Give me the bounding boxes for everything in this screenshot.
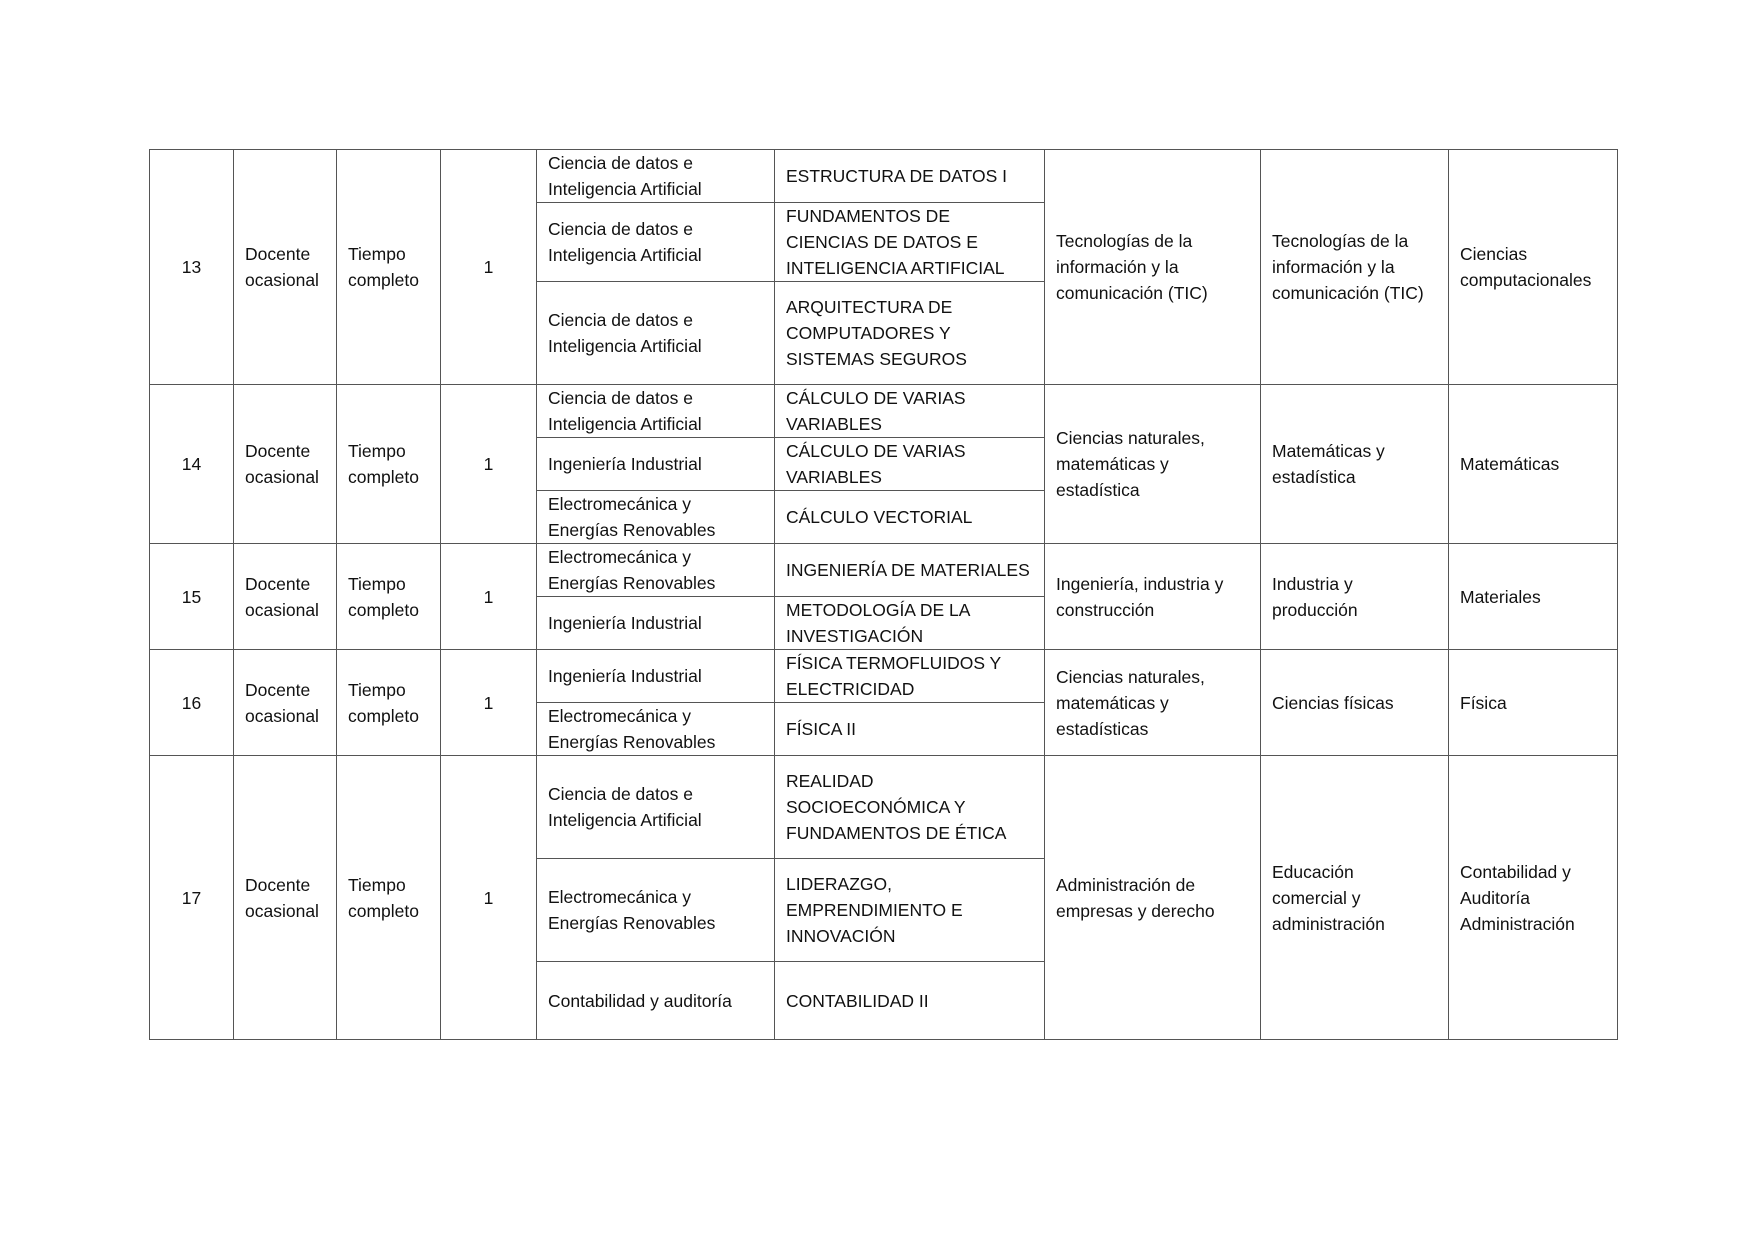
subject-name: CÁLCULO DE VARIAS VARIABLES — [775, 385, 1045, 438]
specific-field: Tecnologías de la información y la comunicación (TIC) — [1261, 150, 1449, 385]
table-row — [150, 150, 1618, 203]
positions-table — [149, 149, 1618, 1040]
broad-field: Ciencias naturales, matemáticas y estadísticas — [1045, 650, 1261, 756]
program-name: Ciencia de datos e Inteligencia Artificial — [537, 203, 775, 282]
program-name: Ingeniería Industrial — [537, 597, 775, 650]
program-name: Ciencia de datos e Inteligencia Artificial — [537, 282, 775, 385]
position-type: Docente ocasional — [234, 756, 337, 1040]
position-number: 14 — [150, 385, 234, 544]
position-quantity: 1 — [441, 385, 537, 544]
program-name: Electromecánica y Energías Renovables — [537, 859, 775, 962]
specific-field: Educación comercial y administración — [1261, 756, 1449, 1040]
program-name: Ciencia de datos e Inteligencia Artificial — [537, 150, 775, 203]
subject-name: CONTABILIDAD II — [775, 962, 1045, 1040]
position-type: Docente ocasional — [234, 544, 337, 650]
broad-field: Administración de empresas y derecho — [1045, 756, 1261, 1040]
broad-field: Ciencias naturales, matemáticas y estadística — [1045, 385, 1261, 544]
detailed-field: Ciencias computacionales — [1449, 150, 1618, 385]
position-quantity: 1 — [441, 756, 537, 1040]
program-name: Ciencia de datos e Inteligencia Artificial — [537, 756, 775, 859]
program-name: Electromecánica y Energías Renovables — [537, 703, 775, 756]
program-name: Ingeniería Industrial — [537, 438, 775, 491]
position-type: Docente ocasional — [234, 385, 337, 544]
program-name: Ingeniería Industrial — [537, 650, 775, 703]
subject-name: LIDERAZGO, EMPRENDIMIENTO E INNOVACIÓN — [775, 859, 1045, 962]
subject-name: ARQUITECTURA DE COMPUTADORES Y SISTEMAS SEGUROS — [775, 282, 1045, 385]
subject-name: FUNDAMENTOS DE CIENCIAS DE DATOS E INTELIGENCIA ARTIFICIAL — [775, 203, 1045, 282]
program-name: Contabilidad y auditoría — [537, 962, 775, 1040]
table-row — [150, 650, 1618, 703]
subject-name: METODOLOGÍA DE LA INVESTIGACIÓN — [775, 597, 1045, 650]
position-number: 16 — [150, 650, 234, 756]
position-type: Docente ocasional — [234, 650, 337, 756]
position-quantity: 1 — [441, 544, 537, 650]
subject-name: CÁLCULO DE VARIAS VARIABLES — [775, 438, 1045, 491]
subject-name: REALIDAD SOCIOECONÓMICA Y FUNDAMENTOS DE ÉTICA — [775, 756, 1045, 859]
specific-field: Matemáticas y estadística — [1261, 385, 1449, 544]
position-dedication: Tiempo completo — [337, 650, 441, 756]
detailed-field: Matemáticas — [1449, 385, 1618, 544]
position-quantity: 1 — [441, 150, 537, 385]
position-dedication: Tiempo completo — [337, 544, 441, 650]
subject-name: FÍSICA II — [775, 703, 1045, 756]
table-row — [150, 385, 1618, 438]
table-row — [150, 544, 1618, 597]
position-quantity: 1 — [441, 650, 537, 756]
position-dedication: Tiempo completo — [337, 150, 441, 385]
broad-field: Ingeniería, industria y construcción — [1045, 544, 1261, 650]
table-body — [150, 150, 1618, 1040]
specific-field: Ciencias físicas — [1261, 650, 1449, 756]
subject-name: FÍSICA TERMOFLUIDOS Y ELECTRICIDAD — [775, 650, 1045, 703]
program-name: Electromecánica y Energías Renovables — [537, 491, 775, 544]
position-dedication: Tiempo completo — [337, 756, 441, 1040]
position-number: 13 — [150, 150, 234, 385]
program-name: Ciencia de datos e Inteligencia Artificial — [537, 385, 775, 438]
detailed-field: Contabilidad y Auditoría Administración — [1449, 756, 1618, 1040]
detailed-field: Física — [1449, 650, 1618, 756]
detailed-field: Materiales — [1449, 544, 1618, 650]
subject-name: INGENIERÍA DE MATERIALES — [775, 544, 1045, 597]
position-type: Docente ocasional — [234, 150, 337, 385]
subject-name: ESTRUCTURA DE DATOS I — [775, 150, 1045, 203]
subject-name: CÁLCULO VECTORIAL — [775, 491, 1045, 544]
table-row — [150, 756, 1618, 859]
position-dedication: Tiempo completo — [337, 385, 441, 544]
position-number: 17 — [150, 756, 234, 1040]
specific-field: Industria y producción — [1261, 544, 1449, 650]
position-number: 15 — [150, 544, 234, 650]
program-name: Electromecánica y Energías Renovables — [537, 544, 775, 597]
broad-field: Tecnologías de la información y la comunicación (TIC) — [1045, 150, 1261, 385]
